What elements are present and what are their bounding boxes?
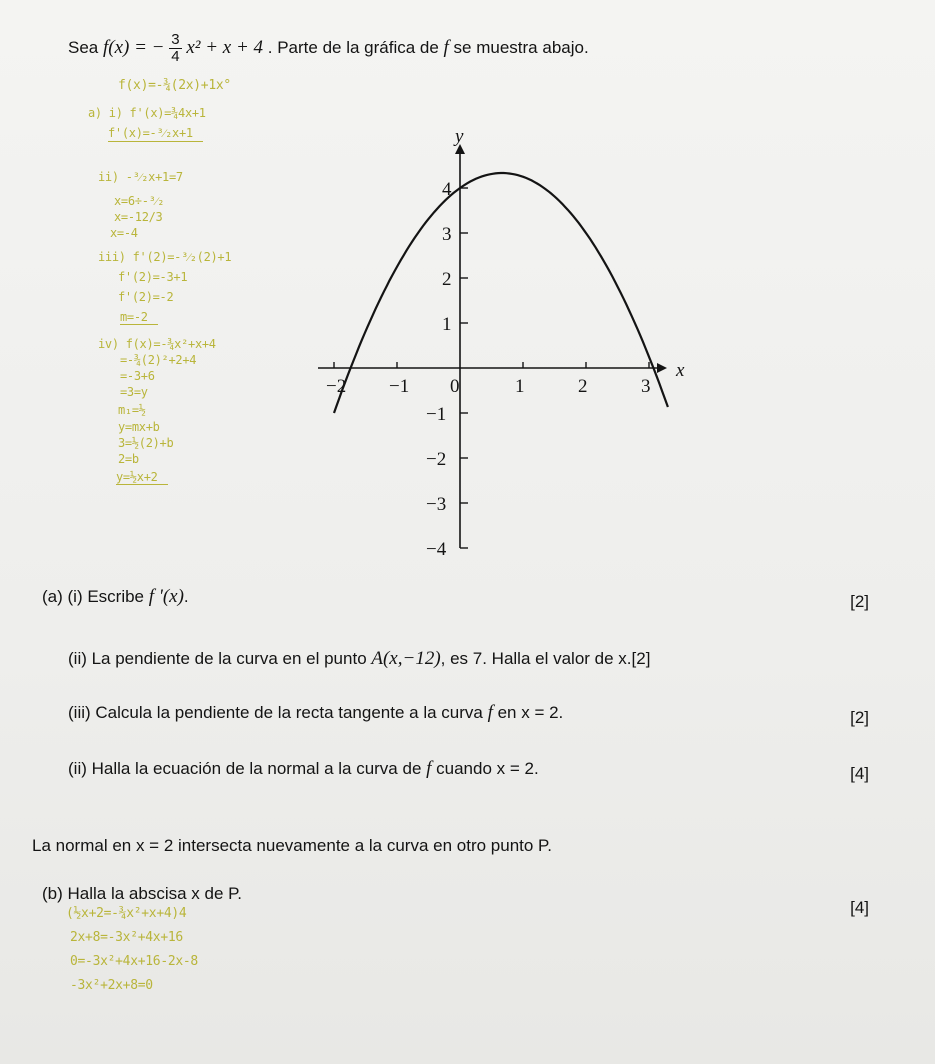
- hw-line: (½x+2=-¾x²+x+4)4: [66, 906, 187, 921]
- marks-a-ii: [2]: [631, 649, 651, 668]
- x-tick-label: 0: [450, 376, 460, 397]
- y-tick-label: 2: [442, 269, 452, 290]
- hw-line-boxed: y=½x+2: [116, 470, 168, 485]
- hw-line: =-3+6: [120, 369, 155, 383]
- x-tick-label: −1: [389, 376, 410, 397]
- question-math: f: [426, 758, 432, 779]
- hw-line: 2=b: [118, 452, 139, 466]
- y-tick-label: 4: [442, 179, 452, 200]
- hw-line-boxed: f'(x)=-³⁄₂x+1: [108, 126, 203, 142]
- question-text: (iii) Calcula la pendiente de la recta tangente a la curva: [68, 703, 488, 722]
- f-symbol: f: [443, 36, 449, 58]
- function-lhs: f(x) = −: [102, 36, 165, 58]
- question-math: f '(x): [148, 586, 184, 607]
- hw-line: 0=-3x²+4x+16-2x-8: [70, 954, 198, 969]
- question-suffix: .: [183, 587, 189, 606]
- parabola-curve: [334, 173, 668, 413]
- intersection-statement: La normal en x = 2 intersecta nuevamente a la curva en otro punto P.: [32, 836, 552, 855]
- question-a-iv: [68, 758, 539, 780]
- question-a-ii: [68, 648, 650, 670]
- marks-a-iv: [4]: [850, 764, 869, 783]
- question-a-i: [42, 586, 189, 608]
- function-rhs: x² + x + 4: [186, 36, 264, 58]
- hw-line: m₁=½: [118, 403, 146, 417]
- hw-line: iv) f(x)=-¾x²+x+4: [98, 337, 216, 351]
- y-tick-label: −3: [426, 494, 447, 515]
- hw-line: iii) f'(2)=-³⁄₂(2)+1: [98, 250, 232, 264]
- hw-line-boxed: m=-2: [120, 310, 158, 325]
- hw-line: -3x²+2x+8=0: [70, 978, 153, 993]
- y-tick-label: 3: [442, 224, 452, 245]
- hw-line: x=-12/3: [114, 210, 163, 224]
- x-axis-label: x: [676, 360, 685, 381]
- y-tick-label: 1: [442, 314, 452, 335]
- hw-line: f'(2)=-2: [118, 290, 174, 304]
- marks-b: [4]: [850, 898, 869, 917]
- hw-line: ii) -³⁄₂x+1=7: [98, 170, 183, 184]
- question-math: A(x,−12): [371, 648, 441, 669]
- question-suffix: , es 7. Halla el valor de x.: [440, 649, 632, 668]
- intro-word: Sea: [68, 37, 99, 57]
- hw-line: 2x+8=-3x²+4x+16: [70, 930, 183, 945]
- hw-line: x=6÷-³⁄₂: [114, 194, 165, 208]
- header-rest2: se muestra abajo.: [448, 37, 589, 57]
- header-rest: . Parte de la gráfica de: [267, 37, 444, 57]
- hw-line: f'(2)=-3+1: [118, 270, 188, 284]
- question-text: (ii) Halla la ecuación de la normal a la curva de: [68, 759, 427, 778]
- y-tick-label: −2: [426, 449, 447, 470]
- question-suffix: cuando x = 2.: [431, 759, 539, 778]
- hw-line: f(x)=-¾(2x)+1x°: [118, 78, 231, 93]
- question-math: f: [487, 702, 493, 723]
- hw-line: 3=½(2)+b: [118, 436, 174, 450]
- y-tick-label: −4: [426, 539, 447, 560]
- hw-line: y=mx+b: [118, 420, 160, 434]
- question-suffix: en x = 2.: [492, 703, 564, 722]
- question-text: (ii) La pendiente de la curva en el punto: [68, 649, 372, 668]
- hw-line: a) i) f'(x)=¾4x+1: [88, 106, 206, 120]
- x-tick-label: −2: [326, 376, 347, 397]
- frac-num: 3: [171, 31, 180, 48]
- y-tick-label: −1: [426, 404, 447, 425]
- marks-a-i: [2]: [850, 592, 869, 611]
- hw-line: =-¾(2)²+2+4: [120, 353, 197, 367]
- question-a-iii: [68, 702, 563, 724]
- marks-a-iii: [2]: [850, 708, 869, 727]
- x-tick-label: 1: [515, 376, 525, 397]
- hw-line: =3=y: [120, 385, 148, 399]
- x-tick-label: 2: [578, 376, 588, 397]
- frac-den: 4: [171, 48, 180, 65]
- hw-line: x=-4: [110, 226, 138, 240]
- question-text: (a) (i) Escribe: [42, 587, 149, 606]
- y-axis-label: y: [455, 126, 464, 147]
- question-b: (b) Halla la abscisa x de P.: [42, 884, 243, 903]
- x-tick-label: 3: [641, 376, 651, 397]
